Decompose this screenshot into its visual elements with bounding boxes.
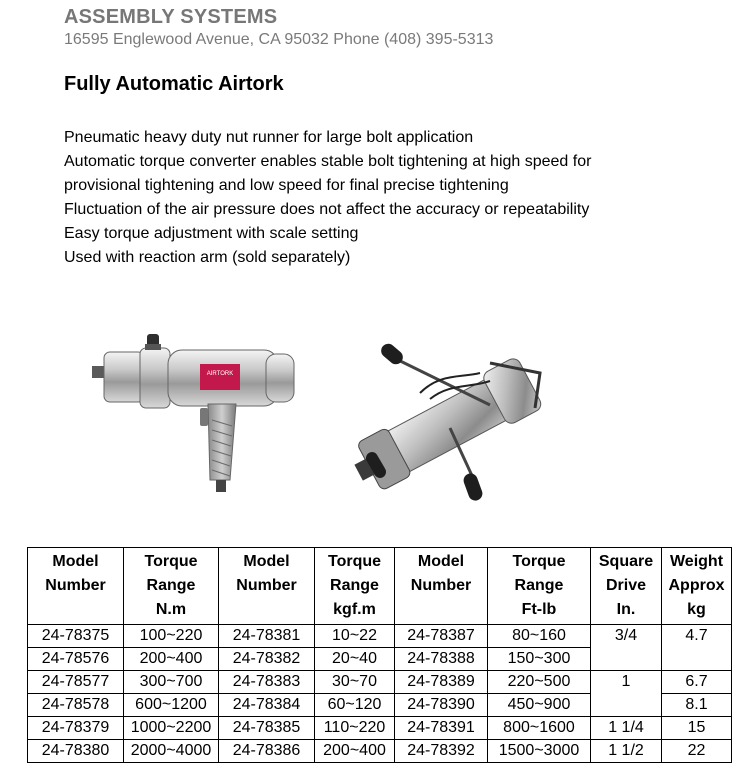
nutrunner-side-view-image bbox=[90, 330, 300, 495]
weight-cell: 22 bbox=[662, 740, 732, 763]
feature-line: Used with reaction arm (sold separately) bbox=[64, 249, 351, 266]
torque-kgfm-cell: 20~40 bbox=[315, 648, 395, 671]
table-row bbox=[28, 740, 732, 763]
torque-ftlb-cell: 800~1600 bbox=[488, 717, 591, 740]
torque-kgfm-cell: 200~400 bbox=[315, 740, 395, 763]
model-number-cell: 24-78382 bbox=[219, 648, 315, 671]
torque-ftlb-cell: 80~160 bbox=[488, 625, 591, 648]
model-number-cell: 24-78385 bbox=[219, 717, 315, 740]
column-header-model-number: Model Number bbox=[28, 548, 124, 625]
model-number-cell: 24-78384 bbox=[219, 694, 315, 717]
model-number-cell: 24-78386 bbox=[219, 740, 315, 763]
table-row bbox=[28, 717, 732, 740]
square-drive-cell: 1 1/2 bbox=[591, 740, 662, 763]
tool-badge-label: AIRTORK bbox=[206, 371, 234, 377]
column-header-weight: Weight Approx kg bbox=[662, 548, 732, 625]
model-number-cell: 24-78375 bbox=[28, 625, 124, 648]
model-number-cell: 24-78383 bbox=[219, 671, 315, 694]
nutrunner-with-handles-image bbox=[340, 333, 555, 503]
torque-nm-cell: 100~220 bbox=[124, 625, 219, 648]
column-header-square-drive: Square Drive In. bbox=[591, 548, 662, 625]
column-header-model-number: Model Number bbox=[219, 548, 315, 625]
product-title: Fully Automatic Airtork bbox=[64, 73, 284, 95]
torque-kgfm-cell: 60~120 bbox=[315, 694, 395, 717]
model-number-cell: 24-78578 bbox=[28, 694, 124, 717]
feature-line: Easy torque adjustment with scale setting bbox=[64, 225, 359, 242]
model-number-cell: 24-78576 bbox=[28, 648, 124, 671]
feature-line: Automatic torque converter enables stable bolt tightening at high speed for bbox=[64, 153, 592, 170]
weight-cell: 8.1 bbox=[662, 694, 732, 717]
weight-cell: 15 bbox=[662, 717, 732, 740]
feature-line: Fluctuation of the air pressure does not affect the accuracy or repeatability bbox=[64, 201, 590, 218]
model-number-cell: 24-78381 bbox=[219, 625, 315, 648]
model-number-cell: 24-78390 bbox=[395, 694, 488, 717]
model-number-cell: 24-78379 bbox=[28, 717, 124, 740]
model-number-cell: 24-78380 bbox=[28, 740, 124, 763]
column-header-model-number: Model Number bbox=[395, 548, 488, 625]
weight-cell: 4.7 bbox=[662, 625, 732, 671]
model-number-cell: 24-78388 bbox=[395, 648, 488, 671]
torque-nm-cell: 200~400 bbox=[124, 648, 219, 671]
specification-table bbox=[27, 547, 732, 763]
table-header-row bbox=[28, 548, 732, 625]
model-number-cell: 24-78389 bbox=[395, 671, 488, 694]
weight-cell: 6.7 bbox=[662, 671, 732, 694]
torque-nm-cell: 2000~4000 bbox=[124, 740, 219, 763]
table-row bbox=[28, 625, 732, 648]
square-drive-cell: 1 bbox=[591, 671, 662, 717]
square-drive-cell: 1 1/4 bbox=[591, 717, 662, 740]
company-address: 16595 Englewood Avenue, CA 95032 Phone (408) 395-5313 bbox=[64, 31, 494, 48]
model-number-cell: 24-78577 bbox=[28, 671, 124, 694]
feature-list bbox=[64, 126, 664, 270]
column-header-torque-range-ftlb: Torque Range Ft-lb bbox=[488, 548, 591, 625]
feature-line: Pneumatic heavy duty nut runner for large bolt application bbox=[64, 129, 474, 146]
feature-line: provisional tightening and low speed for final precise tightening bbox=[64, 177, 509, 194]
table-row bbox=[28, 671, 732, 694]
square-drive-cell: 3/4 bbox=[591, 625, 662, 671]
column-header-torque-range-nm: Torque Range N.m bbox=[124, 548, 219, 625]
torque-ftlb-cell: 220~500 bbox=[488, 671, 591, 694]
model-number-cell: 24-78387 bbox=[395, 625, 488, 648]
torque-kgfm-cell: 110~220 bbox=[315, 717, 395, 740]
model-number-cell: 24-78392 bbox=[395, 740, 488, 763]
model-number-cell: 24-78391 bbox=[395, 717, 488, 740]
company-name: ASSEMBLY SYSTEMS bbox=[64, 6, 278, 28]
torque-ftlb-cell: 1500~3000 bbox=[488, 740, 591, 763]
column-header-torque-range-kgfm: Torque Range kgf.m bbox=[315, 548, 395, 625]
torque-nm-cell: 1000~2200 bbox=[124, 717, 219, 740]
torque-kgfm-cell: 10~22 bbox=[315, 625, 395, 648]
torque-ftlb-cell: 450~900 bbox=[488, 694, 591, 717]
torque-nm-cell: 600~1200 bbox=[124, 694, 219, 717]
torque-ftlb-cell: 150~300 bbox=[488, 648, 591, 671]
torque-nm-cell: 300~700 bbox=[124, 671, 219, 694]
torque-kgfm-cell: 30~70 bbox=[315, 671, 395, 694]
